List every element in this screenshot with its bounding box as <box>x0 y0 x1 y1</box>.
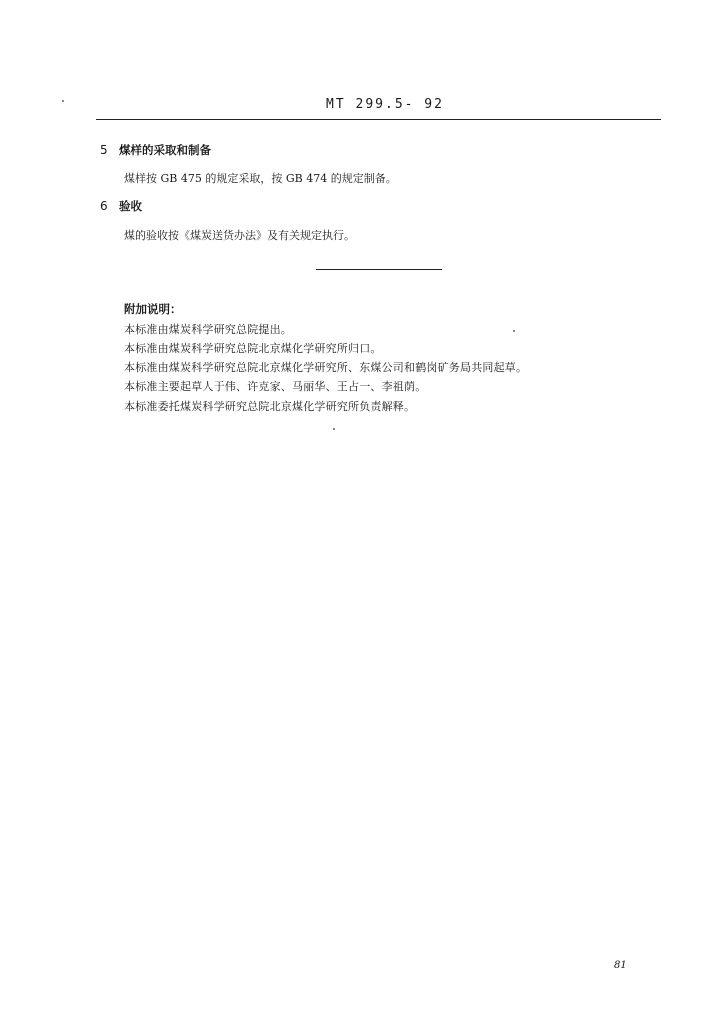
scan-speck <box>62 100 64 102</box>
note-line-proposer: 本标准由煤炭科学研究总院提出。 <box>124 323 292 336</box>
page-number: 81 <box>614 960 627 971</box>
notes-title: 附加说明： <box>124 302 182 316</box>
note-line-administrator: 本标准由煤炭科学研究总院北京煤化学研究所归口。 <box>124 342 382 355</box>
section-5-body: 煤样按 GB 475 的规定采取，按 GB 474 的规定制备。 <box>124 172 397 185</box>
note-line-drafters: 本标准主要起草人于伟、许克家、马丽华、王占一、李祖荫。 <box>124 380 427 393</box>
section-6-number: 6 <box>100 199 108 213</box>
scan-speck <box>333 428 335 430</box>
header-divider <box>96 119 661 120</box>
scan-speck <box>513 330 515 332</box>
standard-code: MT 299.5- 92 <box>326 97 444 112</box>
section-6-title: 验收 <box>119 199 142 213</box>
note-line-drafters-org: 本标准由煤炭科学研究总院北京煤化学研究所、东煤公司和鹤岗矿务局共同起草。 <box>124 361 528 374</box>
end-of-text-rule <box>316 269 442 270</box>
section-5-title: 煤样的采取和制备 <box>119 143 211 157</box>
note-line-interpreter: 本标准委托煤炭科学研究总院北京煤化学研究所负责解释。 <box>124 400 416 413</box>
section-5-number: 5 <box>100 143 108 157</box>
section-6-body: 煤的验收按《煤炭送货办法》及有关规定执行。 <box>124 229 355 242</box>
